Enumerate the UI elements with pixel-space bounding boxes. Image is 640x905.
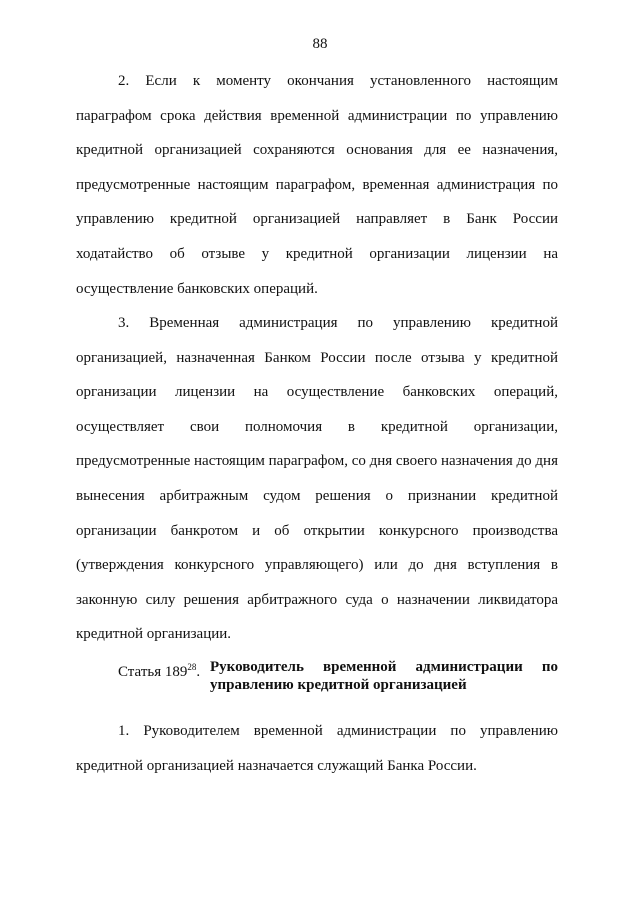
paragraph-2: 2. Если к моменту окончания установленного настоящим параграфом срока действия временной администрации по управлению кредитной организацией сохраняются основания для ее назначения, предусмотренные настоящим параграфом, временная администрация по управлению кредитной организацией направляет в Банк России ходатайство об отзыве у кредитной организации лицензии на осуществление банковских операций. — [76, 73, 558, 297]
article-superscript: 28 — [187, 662, 197, 672]
article-label — [118, 658, 200, 681]
article-number: Статья 189 — [118, 664, 188, 680]
article-label-suffix: . — [196, 664, 201, 680]
paragraph-article-1: 1. Руководителем временной администрации по управлению кредитной организацией назначается служащий Банка России. — [76, 723, 558, 774]
article-title: Руководитель временной администрации по управлению кредитной организацией — [210, 659, 558, 693]
page-number: 88 — [312, 36, 328, 52]
paragraph-3: 3. Временная администрация по управлению кредитной организацией, назначенная Банком России после отзыва у кредитной организации лицензии на осуществление банковских операций, осуществляет свои полномочия в кредитной организации, предусмотренные настоящим параграфом, со дня своего назначения до дня вынесения арбитражным судом решения о признании кредитной организации банкротом и об открытии конкурсного производства (утверждения конкурсного управляющего) или до дня вступления в законную силу решения арбитражного суда о назначении ликвидатора кредитной организации. — [76, 315, 558, 643]
